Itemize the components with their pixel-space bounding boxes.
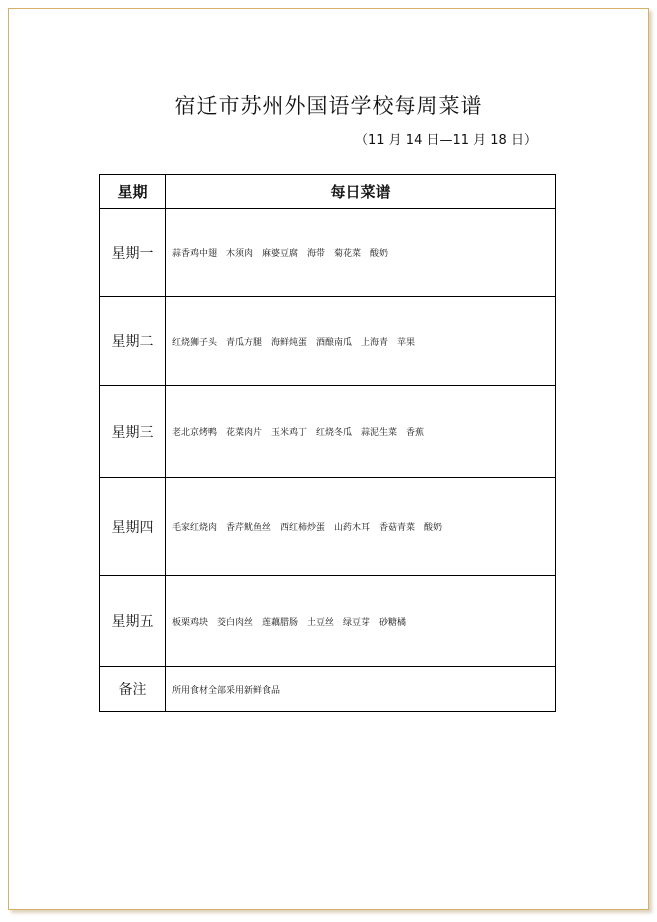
dishes-cell: 老北京烤鸭 花菜肉片 玉米鸡丁 红烧冬瓜 蒜泥生菜 香蕉: [166, 386, 556, 478]
table-row: [100, 209, 556, 297]
table-row: [100, 297, 556, 386]
header-menu: 每日菜谱: [166, 175, 556, 209]
note-text: 所用食材全部采用新鲜食品: [166, 667, 556, 712]
table-row: [100, 576, 556, 667]
dishes-cell: 板栗鸡块 茭白肉丝 莲藕腊肠 土豆丝 绿豆芽 砂糖橘: [166, 576, 556, 667]
dishes-cell: 蒜香鸡中翅 木须肉 麻婆豆腐 海带 菊花菜 酸奶: [166, 209, 556, 297]
menu-table: [99, 174, 556, 712]
note-row: [100, 667, 556, 712]
day-cell: 星期四: [100, 478, 166, 576]
day-cell: 星期二: [100, 297, 166, 386]
dishes-cell: 毛家红烧肉 香芹鱿鱼丝 西红柿炒蛋 山药木耳 香菇青菜 酸奶: [166, 478, 556, 576]
header-day: 星期: [100, 175, 166, 209]
day-cell: 星期五: [100, 576, 166, 667]
day-cell: 星期三: [100, 386, 166, 478]
day-cell: 星期一: [100, 209, 166, 297]
table-row: [100, 386, 556, 478]
page-title: 宿迁市苏州外国语学校每周菜谱: [174, 94, 483, 118]
note-label: 备注: [100, 667, 166, 712]
date-range: （11 月 14 日—11 月 18 日）: [355, 133, 537, 148]
dishes-cell: 红烧狮子头 青瓜方腿 海鲜炖蛋 酒酿南瓜 上海青 苹果: [166, 297, 556, 386]
table-row: [100, 478, 556, 576]
table-header-row: [100, 175, 556, 209]
